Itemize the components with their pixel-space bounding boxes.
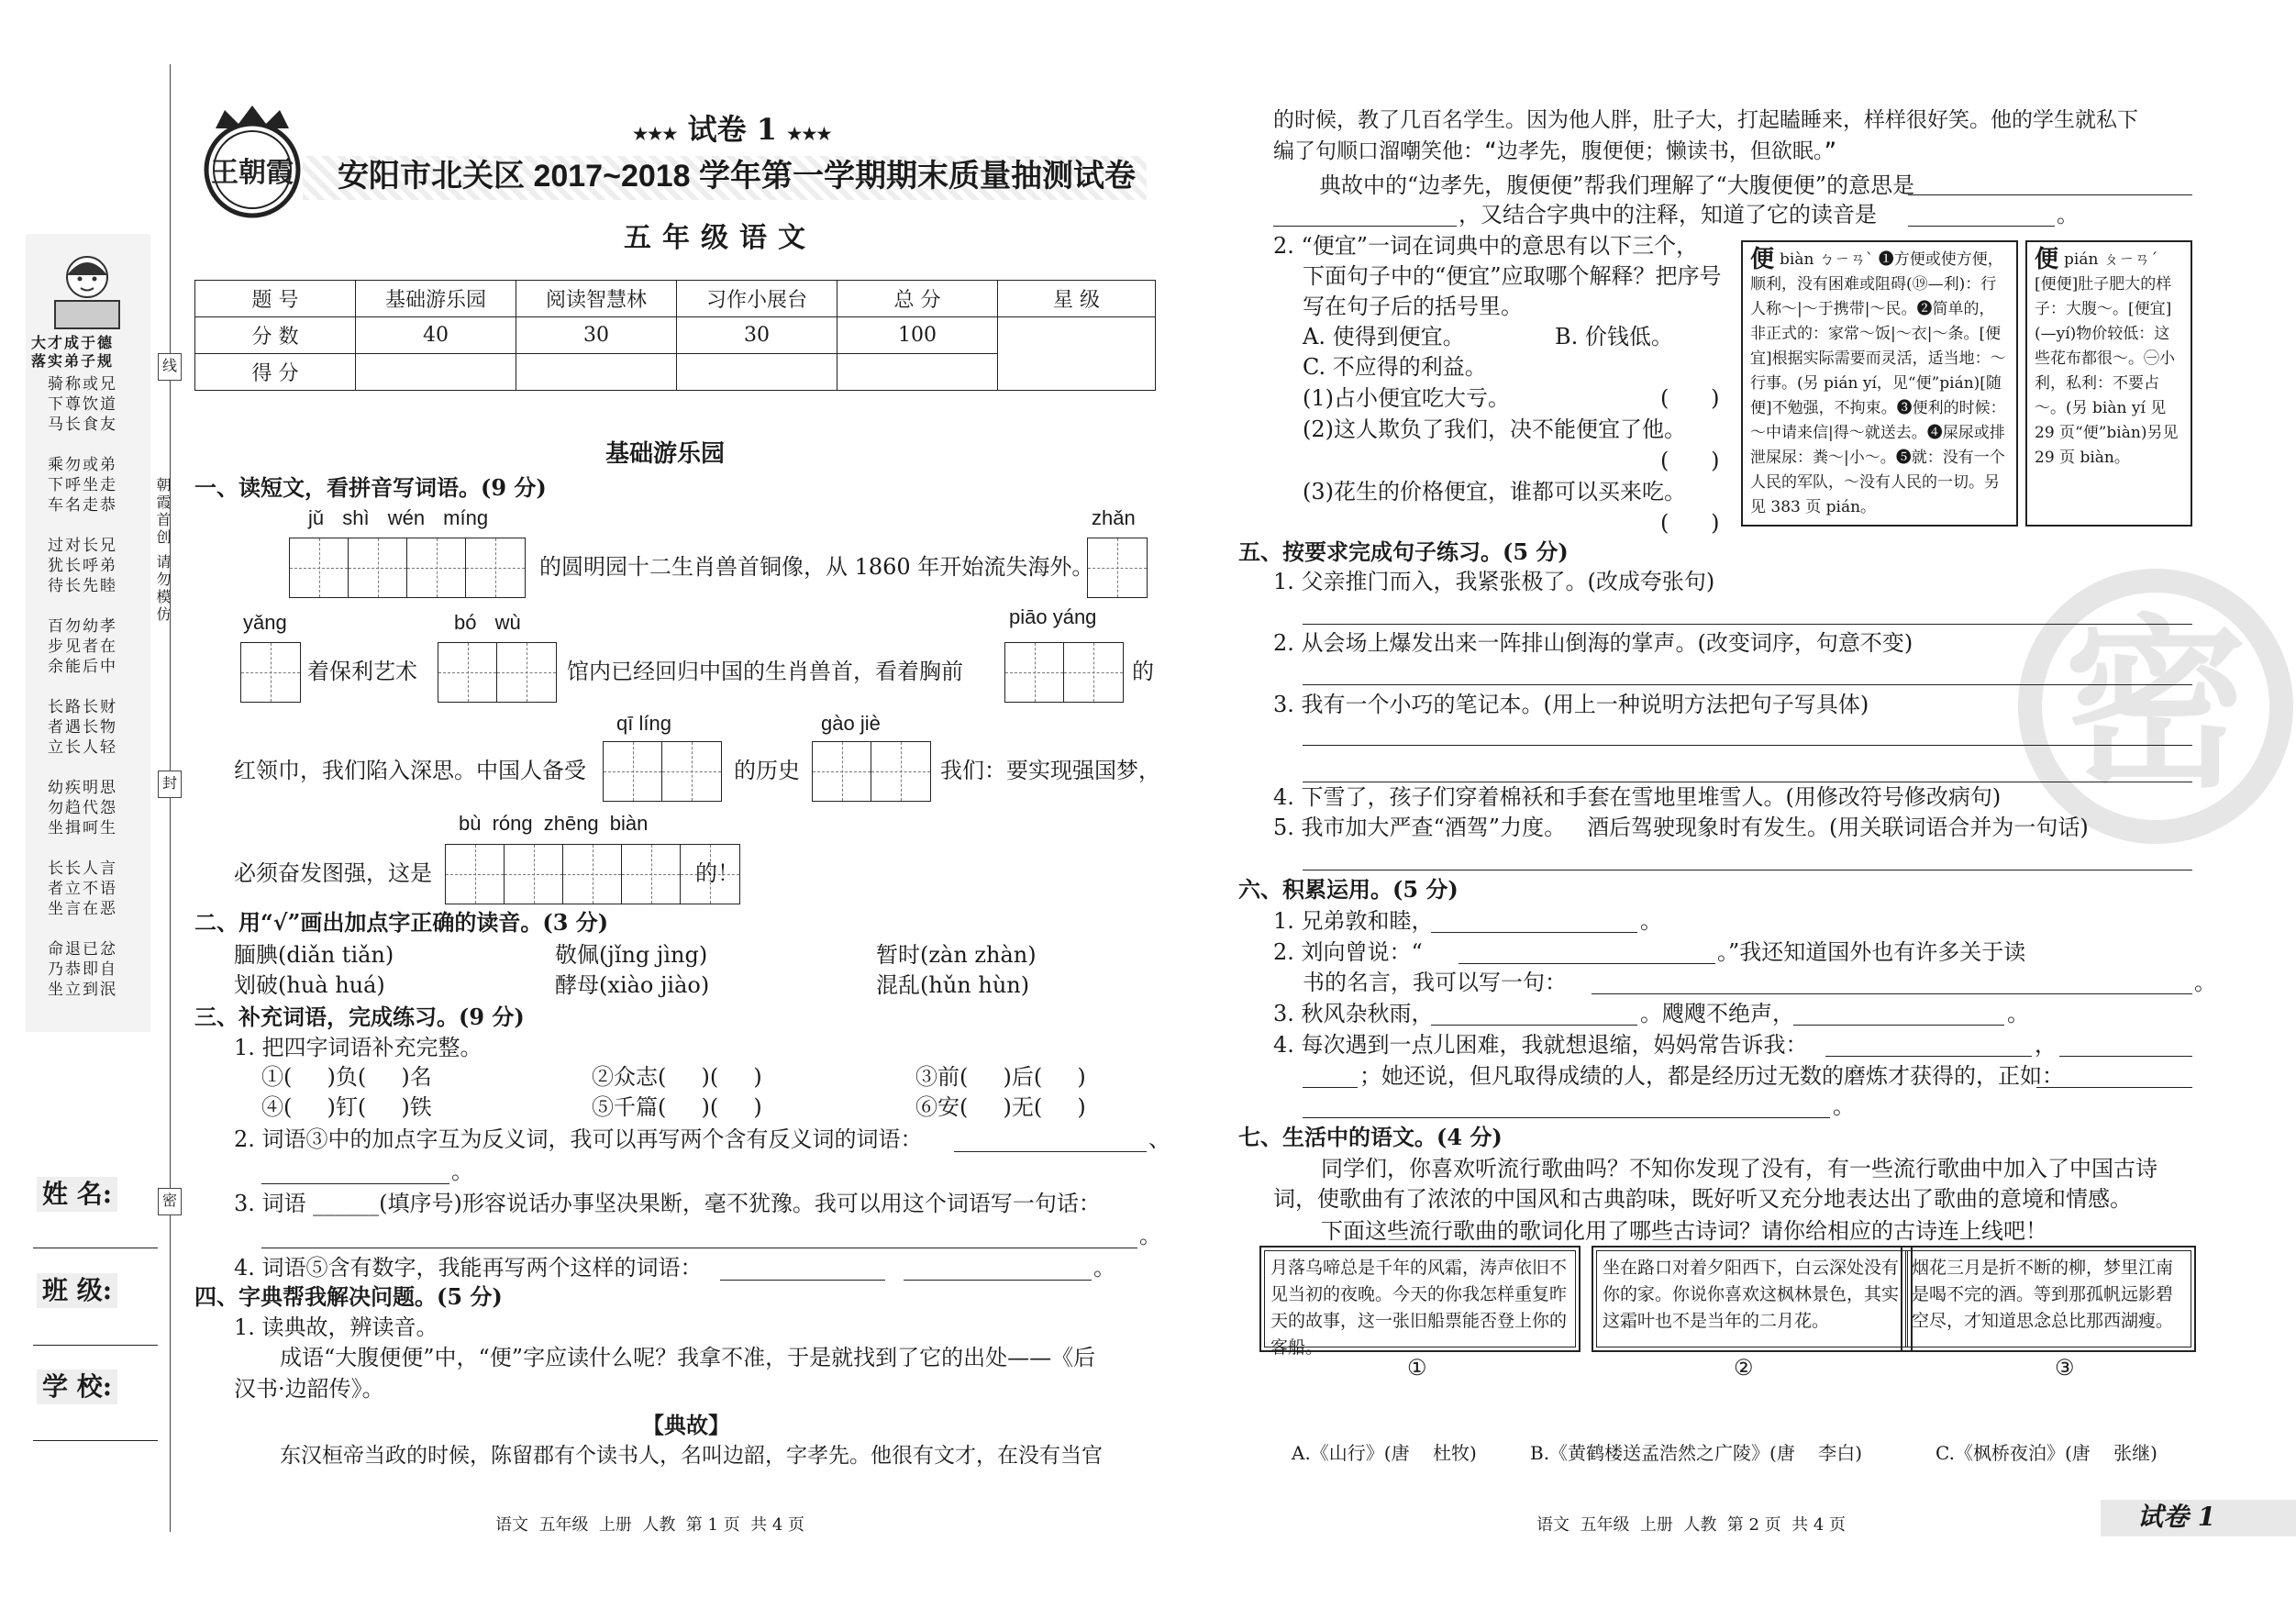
q1-grid-6[interactable] <box>603 741 722 802</box>
q4-title: 四、字典帮我解决问题。(5 分) <box>194 1283 503 1310</box>
th-star: 星 级 <box>998 281 1156 317</box>
q4-sentence-2: (2)这人欺负了我们，决不能便宜了他。 <box>1303 416 1686 442</box>
q2-item-4[interactable]: 划破(huà huá) <box>234 972 385 998</box>
q1-grid-2[interactable] <box>1087 538 1148 598</box>
q1-text-2: 着保利艺术 <box>307 659 417 684</box>
q4-answer-reading[interactable] <box>1908 226 2055 227</box>
sidebar-motto: 大才成于德 落实弟子规 <box>31 334 115 370</box>
got-writing[interactable] <box>677 354 837 391</box>
dict-head-pian: 便 <box>2035 246 2059 273</box>
seal-mark-2: 封 <box>158 771 182 798</box>
q5-answer-2[interactable] <box>1303 684 2192 685</box>
q3-answer-4a[interactable] <box>720 1280 885 1281</box>
q6-answer-3a[interactable] <box>1431 1025 1637 1026</box>
q3-sub-2-sep: 、 <box>1148 1126 1170 1152</box>
stars-left: ★★★ <box>633 125 678 144</box>
score-reading: 30 <box>516 317 677 354</box>
q6-answer-4c[interactable] <box>1303 1087 1358 1088</box>
q4-story-line-1: 东汉桓帝当政的时候，陈留郡有个读书人，名叫边韶，字孝先。他很有文才，在没有当官 <box>280 1444 1103 1468</box>
q1-pinyin-8: bù róng zhēng biàn <box>459 812 649 835</box>
sidebar-brand-text: 朝霞首创 请勿模仿 <box>154 477 172 625</box>
binding-line <box>170 64 171 1532</box>
row-got-label: 得 分 <box>195 354 356 391</box>
q2-item-1[interactable]: 腼腆(diǎn tiǎn) <box>234 942 394 968</box>
class-label: 班 级: <box>37 1273 117 1308</box>
q4-paren-2[interactable]: ( ) <box>1660 448 1720 473</box>
exam-title: 安阳市北关区 2017~2018 学年第一学期期末质量抽测试卷 <box>338 159 1137 194</box>
q6-sub-1b: 。 <box>1640 908 1662 934</box>
q4-answer-meaning[interactable] <box>1908 194 2192 195</box>
q5-answer-5[interactable] <box>1303 870 2192 871</box>
q5-sub-1: 1. 父亲推门而入，我紧张极了。(改成夸张句) <box>1273 569 1715 594</box>
q6-sub-2c: 书的名言，我可以写一句： <box>1303 970 1567 995</box>
q1-text-7: 我们：要实现强国梦， <box>940 758 1160 783</box>
class-field[interactable] <box>33 1345 158 1346</box>
got-total[interactable] <box>837 354 998 391</box>
school-label: 学 校: <box>37 1370 117 1404</box>
q2-item-5[interactable]: 酵母(xiào jiào) <box>555 972 710 998</box>
q1-text-5: 红领巾，我们陷入深思。中国人备受 <box>234 758 586 783</box>
th-basic: 基础游乐园 <box>356 281 516 317</box>
got-basic[interactable] <box>356 354 516 391</box>
score-basic: 40 <box>356 317 516 354</box>
q1-pinyin-6: qī líng <box>616 712 671 735</box>
q1-grid-4[interactable] <box>438 642 557 703</box>
q3-sub-3: 3. 词语 ______(填序号)形容说话办事坚决果断，毫不犹豫。我可以用这个词语写一句话： <box>234 1191 1101 1216</box>
q3-answer-2b[interactable] <box>261 1183 449 1184</box>
dictionary-box-pian <box>2025 240 2192 527</box>
q3-sub-4: 4. 词语⑤含有数字，我能再写两个这样的词语： <box>234 1255 703 1281</box>
score-table <box>194 280 1156 391</box>
q6-sub-4d: 。 <box>1833 1093 1855 1119</box>
th-question: 题 号 <box>195 281 356 317</box>
q4-para-1: 成语“大腹便便”中，“便”字应读什么呢？我拿不准，于是就找到了它的出处——《后 <box>280 1345 1096 1370</box>
school-field[interactable] <box>33 1440 158 1441</box>
lyric-3-text: 烟花三月是折不断的柳，梦里江南是喝不完的酒。等到那孤帆远影碧空尽，才知道思念总比那西湖瘦。 <box>1912 1258 2174 1331</box>
q3-word-6[interactable]: ⑥安( )无( ) <box>915 1094 1086 1120</box>
poem-option-a[interactable]: A.《山行》(唐 杜牧) <box>1292 1442 1477 1464</box>
star-cell[interactable] <box>998 317 1156 391</box>
q1-text-4: 的 <box>1132 659 1154 684</box>
seal-mark-1: 线 <box>158 353 182 381</box>
q4-story-line-3: 编了句顺口溜嘲笑他：“边孝先，腹便便；懒读书，但欲眠。” <box>1273 139 1837 163</box>
th-reading: 阅读智慧林 <box>516 281 677 317</box>
section-basic-title: 基础游乐园 <box>605 440 726 468</box>
q4-opt-b: B. 价钱低。 <box>1555 324 1673 349</box>
q1-grid-1[interactable] <box>289 538 526 598</box>
q7-para-2: 词，使歌曲有了浓浓的中国风和古典韵味，既好听又充分地表达出了歌曲的意境和情感。 <box>1273 1186 2132 1212</box>
q4-q1-b: ，又结合字典中的注释，知道了它的读音是 <box>1459 202 1877 227</box>
sidebar-poem-block: 骑称或兄 下尊饮道 马长食友 乘勿或弟 下呼坐走 车名走恭 过对长兄 犹长呼弟 待长先睦 百勿幼孝 步见者在 余能后中 长路长财 者遇长物 立长人轻 幼疾明思 勿趋代怨 坐揖呵生 长长人言 者立不语 坐言在恶 命退已忿 乃恭即自 坐立到泯 <box>48 375 117 999</box>
q6-sub-2a: 2. 刘向曾说：“ <box>1273 939 1423 965</box>
q6-title: 六、积累运用。(5 分) <box>1238 876 1459 903</box>
q2-item-6[interactable]: 混乱(hǔn hùn) <box>876 972 1030 998</box>
got-reading[interactable] <box>516 354 677 391</box>
lyric-num-3: ③ <box>2055 1355 2075 1381</box>
q6-answer-2b[interactable] <box>1592 993 2192 994</box>
subject-title: 五年级语文 <box>624 222 816 254</box>
q4-sentence-3: (3)花生的价格便宜，谁都可以买来吃。 <box>1303 479 1686 505</box>
q4-sentence-1: (1)占小便宜吃大亏。 <box>1303 385 1510 411</box>
q6-sub-3c: 。 <box>2007 1001 2029 1026</box>
lyric-box-3[interactable] <box>1901 1246 2196 1352</box>
q1-text-9: 的！ <box>695 860 739 886</box>
q4-opt-c: C. 不应得的利益。 <box>1303 354 1487 380</box>
name-label: 姓 名: <box>37 1177 117 1212</box>
poem-option-c[interactable]: C.《枫桥夜泊》(唐 张继) <box>1936 1442 2157 1464</box>
q3-answer-2a[interactable] <box>954 1151 1147 1152</box>
q7-para-1: 同学们，你喜欢听流行歌曲吗？不知你发现了没有，有一些流行歌曲中加入了中国古诗 <box>1321 1156 2157 1181</box>
q3-word-2[interactable]: ②众志( )( ) <box>592 1064 762 1090</box>
q5-answer-1[interactable] <box>1303 624 2192 625</box>
footer-right: 语文 五年级 上册 人教 第 2 页 共 4 页 <box>1536 1515 1847 1535</box>
stars-right: ★★★ <box>787 125 832 144</box>
q7-title: 七、生活中的语文。(4 分) <box>1238 1124 1503 1150</box>
dictionary-box-bian <box>1741 240 2018 527</box>
q6-answer-4d[interactable] <box>2036 1087 2192 1088</box>
q1-grid-5[interactable] <box>1004 642 1124 703</box>
score-total: 100 <box>837 317 998 354</box>
q2-title: 二、用“√”画出加点字正确的读音。(3 分) <box>194 909 609 936</box>
q3-sub-3-end: 。 <box>1139 1223 1161 1248</box>
q1-pinyin-3: yǎng <box>243 611 287 634</box>
q3-word-1[interactable]: ①( )负( )名 <box>261 1064 432 1090</box>
sidebar-boy-illustration <box>37 240 138 332</box>
q5-title: 五、按要求完成句子练习。(5 分) <box>1238 538 1569 565</box>
dict-head-bian: 便 <box>1750 246 1775 273</box>
q6-sub-3a: 3. 秋风杂秋雨， <box>1273 1001 1434 1026</box>
q3-sub-2-end: 。 <box>451 1159 473 1184</box>
q1-pinyin-4: bó wù <box>454 611 521 634</box>
q3-sub-2: 2. 词语③中的加点字互为反义词，我可以再写两个含有反义词的词语： <box>234 1126 923 1152</box>
q6-answer-1[interactable] <box>1431 932 1637 933</box>
q6-sub-2b: 。”我还知道国外也有许多关于读 <box>1717 939 2026 965</box>
th-total: 总 分 <box>837 281 998 317</box>
watermark-stamp: 密 <box>2018 569 2293 844</box>
q1-text-8: 必须奋发图强，这是 <box>234 860 432 886</box>
logo-text: 王朝霞 <box>211 157 294 189</box>
q5-sub-5: 5. 我市加大严查“酒驾”力度。 酒后驾驶现象时有发生。(用关联词语合并为一句话) <box>1273 815 2089 840</box>
q6-sub-4c: ；她还说，但凡取得成绩的人，都是经历过无数的磨炼才获得的，正如： <box>1359 1063 2064 1089</box>
q6-sub-4a: 4. 每次遇到一点儿困难，我就想退缩，妈妈常告诉我： <box>1273 1032 1808 1058</box>
q4-answer-meaning-2[interactable] <box>1273 226 1457 227</box>
lyric-num-1: ① <box>1407 1355 1427 1381</box>
lyric-num-2: ② <box>1734 1355 1754 1381</box>
dict-entry-bian: biàn ㄅㄧㄢˋ ❶方便或使方便，顺利，没有困难或阻碍(⑲—利)：行人称～|～于携带|～民。❷简单的，非正式的：家常～饭|～衣|～条。[便宜]根据实际需要而灵活，适当地：～行事。(另 pián yí，见“便”pián)[随便]不勉强，不拘束。❸便利的时候：～中请来信|得～就送去。❹屎尿或排泄屎尿：粪～|小～。❺就：没有一个人民的军队，～没有人民的一切。另见 383 页 pián。 <box>1750 250 2006 516</box>
lyric-box-1[interactable] <box>1259 1246 1581 1358</box>
q4-para-2: 汉书·边韶传》。 <box>234 1376 384 1402</box>
q1-pinyin-2: zhǎn <box>1092 506 1136 529</box>
q1-pinyin-5: piāo yáng <box>1009 605 1097 628</box>
q1-text-6: 的历史 <box>734 758 800 783</box>
lyric-box-2[interactable] <box>1592 1246 1913 1352</box>
q3-word-3[interactable]: ③前( )后( ) <box>915 1064 1086 1090</box>
q1-grid-3[interactable] <box>240 642 301 703</box>
paper-label: ★★★ 试卷 1 ★★★ <box>633 112 832 147</box>
footer-tag: 试卷 1 <box>2137 1502 2216 1532</box>
q3-sub-4-end: 。 <box>1093 1255 1115 1281</box>
q3-word-5[interactable]: ⑤千篇( )( ) <box>592 1094 762 1120</box>
q4-q1-c: 。 <box>2057 202 2079 227</box>
q5-sub-3: 3. 我有一个小巧的笔记本。(用上一种说明方法把句子写具体) <box>1273 692 1869 717</box>
q1-text-1: 的圆明园十二生肖兽首铜像，从 1860 年开始流失海外。 <box>539 554 1094 580</box>
row-score-label: 分 数 <box>195 317 356 354</box>
q5-answer-3a[interactable] <box>1303 745 2192 746</box>
q4-sub-2b: 下面句子中的“便宜”应取哪个解释？把序号 <box>1303 263 1722 289</box>
lyric-1-text: 月落乌啼总是千年的风霜，涛声依旧不见当初的夜晚。今天的你我怎样重复昨天的故事，这一张旧船票能否登上你的客船。 <box>1270 1258 1568 1358</box>
q6-sub-1a: 1. 兄弟敦和睦， <box>1273 908 1434 934</box>
q4-paren-3[interactable]: ( ) <box>1660 510 1720 536</box>
q1-pinyin-1: jǔ shì wén míng <box>308 506 489 529</box>
lyric-2-text: 坐在路口对着夕阳西下，白云深处没有你的家。你说你喜欢这枫林景色，其实这霜叶也不是当年的二月花。 <box>1603 1258 1900 1331</box>
q6-answer-4e[interactable] <box>1303 1117 1830 1118</box>
q5-sub-4: 4. 下雪了，孩子们穿着棉袄和手套在雪地里堆雪人。(用修改符号修改病句) <box>1273 784 2002 810</box>
q4-paren-1[interactable]: ( ) <box>1660 385 1720 411</box>
q1-title: 一、读短文，看拼音写词语。(9 分) <box>194 474 547 501</box>
q4-sub-2a: 2. “便宜”一词在词典中的意思有以下三个， <box>1273 233 1699 259</box>
q6-sub-3b: 。飕飕不绝声， <box>1640 1001 1794 1026</box>
q6-answer-2a[interactable] <box>1459 963 1715 964</box>
q2-item-3[interactable]: 暂时(zàn zhàn) <box>876 942 1037 968</box>
q1-grid-7[interactable] <box>812 741 931 802</box>
q6-answer-4b[interactable] <box>2059 1056 2192 1057</box>
q4-story-line-2: 的时候，教了几百名学生。因为他人胖，肚子大，打起瞌睡来，样样很好笑。他的学生就私下 <box>1273 108 2138 132</box>
q5-sub-2: 2. 从会场上爆发出来一阵排山倒海的掌声。(改变词序，句意不变) <box>1273 630 1913 656</box>
q4-q1-a: 典故中的“边孝先，腹便便”帮我们理解了“大腹便便”的意思是 <box>1319 172 1915 198</box>
q3-sub-1: 1. 把四字词语补充完整。 <box>234 1035 482 1060</box>
seal-mark-3: 密 <box>158 1188 182 1215</box>
q2-item-2[interactable]: 敬佩(jǐng jìng) <box>555 942 708 968</box>
q3-word-4[interactable]: ④( )钉( )铁 <box>261 1094 432 1120</box>
q4-opt-a: A. 使得到便宜。 <box>1303 324 1465 349</box>
score-writing: 30 <box>677 317 837 354</box>
q4-sub-1: 1. 读典故，辨读音。 <box>234 1314 438 1340</box>
q4-sub-2c: 写在句子后的括号里。 <box>1303 294 1523 319</box>
q4-story-title: 【典故】 <box>642 1412 730 1438</box>
logo-badge <box>197 101 307 220</box>
q6-sub-4b: ， <box>2035 1032 2057 1058</box>
footer-left: 语文 五年级 上册 人教 第 1 页 共 4 页 <box>495 1515 805 1535</box>
q6-answer-3b[interactable] <box>1793 1025 2004 1026</box>
q1-pinyin-7: gào jiè <box>821 712 881 735</box>
q7-para-3: 下面这些流行歌曲的歌词化用了哪些古诗词？请你给相应的古诗连上线吧！ <box>1321 1218 2047 1244</box>
q3-answer-4b[interactable] <box>904 1280 1092 1281</box>
q3-title: 三、补充词语，完成练习。(9 分) <box>194 1004 525 1030</box>
q6-answer-4a[interactable] <box>1825 1056 2032 1057</box>
q6-sub-2d: 。 <box>2194 970 2216 995</box>
q1-text-3: 馆内已经回归中国的生肖兽首，看着胸前 <box>567 659 963 684</box>
th-writing: 习作小展台 <box>677 281 837 317</box>
dict-entry-pian: pián ㄆㄧㄢˊ [便便]肚子肥大的样子：大腹～。[便宜](—yí)物价较低：这些花布都很～。㊀小利，私利：不要占～。(另 biàn yí 见 29 页“便”biàn)另见 29 页 biàn。 <box>2035 250 2179 467</box>
poem-option-b[interactable]: B.《黄鹤楼送孟浩然之广陵》(唐 李白) <box>1530 1442 1863 1464</box>
